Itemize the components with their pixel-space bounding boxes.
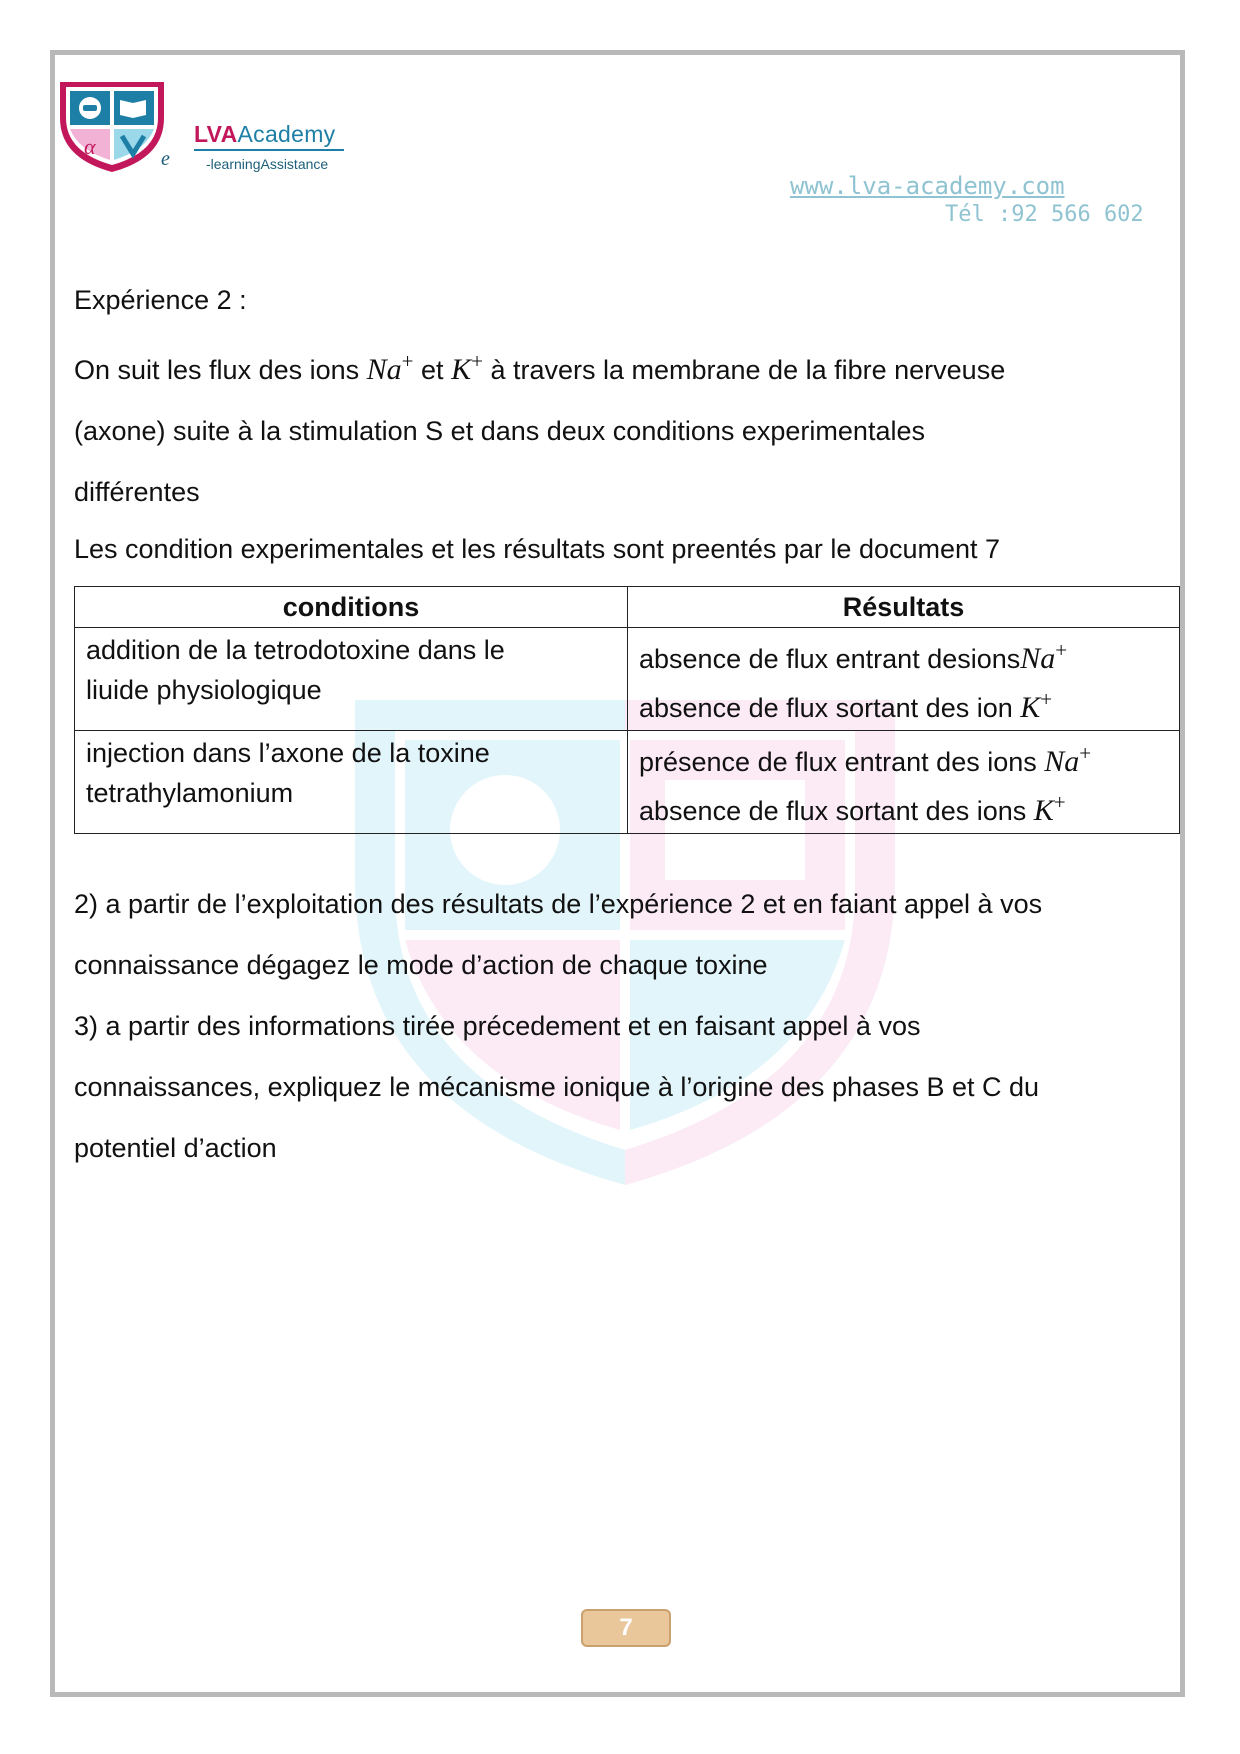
question-3-line-3: potentiel d’action bbox=[74, 1133, 277, 1163]
cell-line: absence de flux entrant desionsNa+ bbox=[639, 638, 1068, 675]
brand-rest: Academy bbox=[237, 121, 336, 147]
intro-line-3: différentes bbox=[74, 477, 200, 507]
table-row bbox=[75, 628, 1180, 731]
cell-line: addition de la tetrodotoxine dans le bbox=[86, 635, 505, 665]
question-3-line-1: 3) a partir des informations tirée précedement et en faisant appel à vos bbox=[74, 1011, 921, 1041]
header-conditions: conditions bbox=[75, 587, 628, 628]
ion-na-formula: Na+ bbox=[1020, 638, 1068, 675]
brand-name bbox=[194, 121, 335, 148]
brand-bold: LVA bbox=[194, 121, 238, 147]
page-number-badge: 7 bbox=[581, 1609, 671, 1647]
cell-line: tetrathylamonium bbox=[86, 778, 294, 808]
intro-line-1 bbox=[74, 331, 1184, 401]
intro-text-a: On suit les flux des ions bbox=[74, 355, 360, 385]
svg-text:α: α bbox=[84, 134, 96, 159]
result-cell bbox=[628, 731, 1180, 834]
ion-na-formula: Na+ bbox=[1044, 741, 1092, 778]
table-row bbox=[75, 731, 1180, 834]
questions-block bbox=[74, 874, 1184, 1179]
cell-line: liuide physiologique bbox=[86, 675, 322, 705]
ion-k-formula: K+ bbox=[1033, 790, 1066, 827]
condition-cell bbox=[75, 731, 628, 834]
condition-cell bbox=[75, 628, 628, 731]
result-cell bbox=[628, 628, 1180, 731]
header-results: Résultats bbox=[628, 587, 1180, 628]
question-2-line-1: 2) a partir de l’exploitation des résultats de l’expérience 2 et en faiant appel à vos bbox=[74, 889, 1043, 919]
logo-e-letter: e bbox=[161, 148, 170, 170]
ion-k-formula: K+ bbox=[1020, 687, 1053, 724]
phone-number: Tél :92 566 602 bbox=[945, 202, 1144, 227]
intro-text-and: et bbox=[421, 355, 444, 385]
cell-line: présence de flux entrant des ions Na+ bbox=[639, 741, 1092, 778]
ion-k-formula: K+ bbox=[451, 349, 483, 386]
experiment-title: Expérience 2 : bbox=[74, 285, 247, 315]
headset-icon bbox=[79, 97, 101, 119]
brand-underline bbox=[194, 149, 344, 151]
cell-line: absence de flux sortant des ions K+ bbox=[639, 790, 1066, 827]
question-2-line-2: connaissance dégagez le mode d’action de chaque toxine bbox=[74, 950, 768, 980]
intro-text-b: à travers la membrane de la fibre nerveuse bbox=[490, 355, 1006, 385]
question-3-line-2: connaissances, expliquez le mécanisme ionique à l’origine des phases B et C du bbox=[74, 1072, 1040, 1102]
intro-line-2: (axone) suite à la stimulation S et dans deux conditions experimentales bbox=[74, 416, 925, 446]
results-table bbox=[74, 586, 1180, 834]
brand-tagline: -learningAssistance bbox=[206, 156, 329, 172]
website-link[interactable]: www.lva-academy.com bbox=[790, 172, 1065, 200]
lva-shield-logo bbox=[56, 78, 168, 174]
intro-line-4: Les condition experimentales et les résultats sont preentés par le document 7 bbox=[74, 534, 1001, 564]
ion-na-formula: Na+ bbox=[366, 349, 414, 386]
document-content bbox=[74, 270, 1184, 1179]
table-header-row bbox=[75, 587, 1180, 628]
cell-line: absence de flux sortant des ion K+ bbox=[639, 687, 1053, 724]
cell-line: injection dans l’axone de la toxine bbox=[86, 738, 490, 768]
